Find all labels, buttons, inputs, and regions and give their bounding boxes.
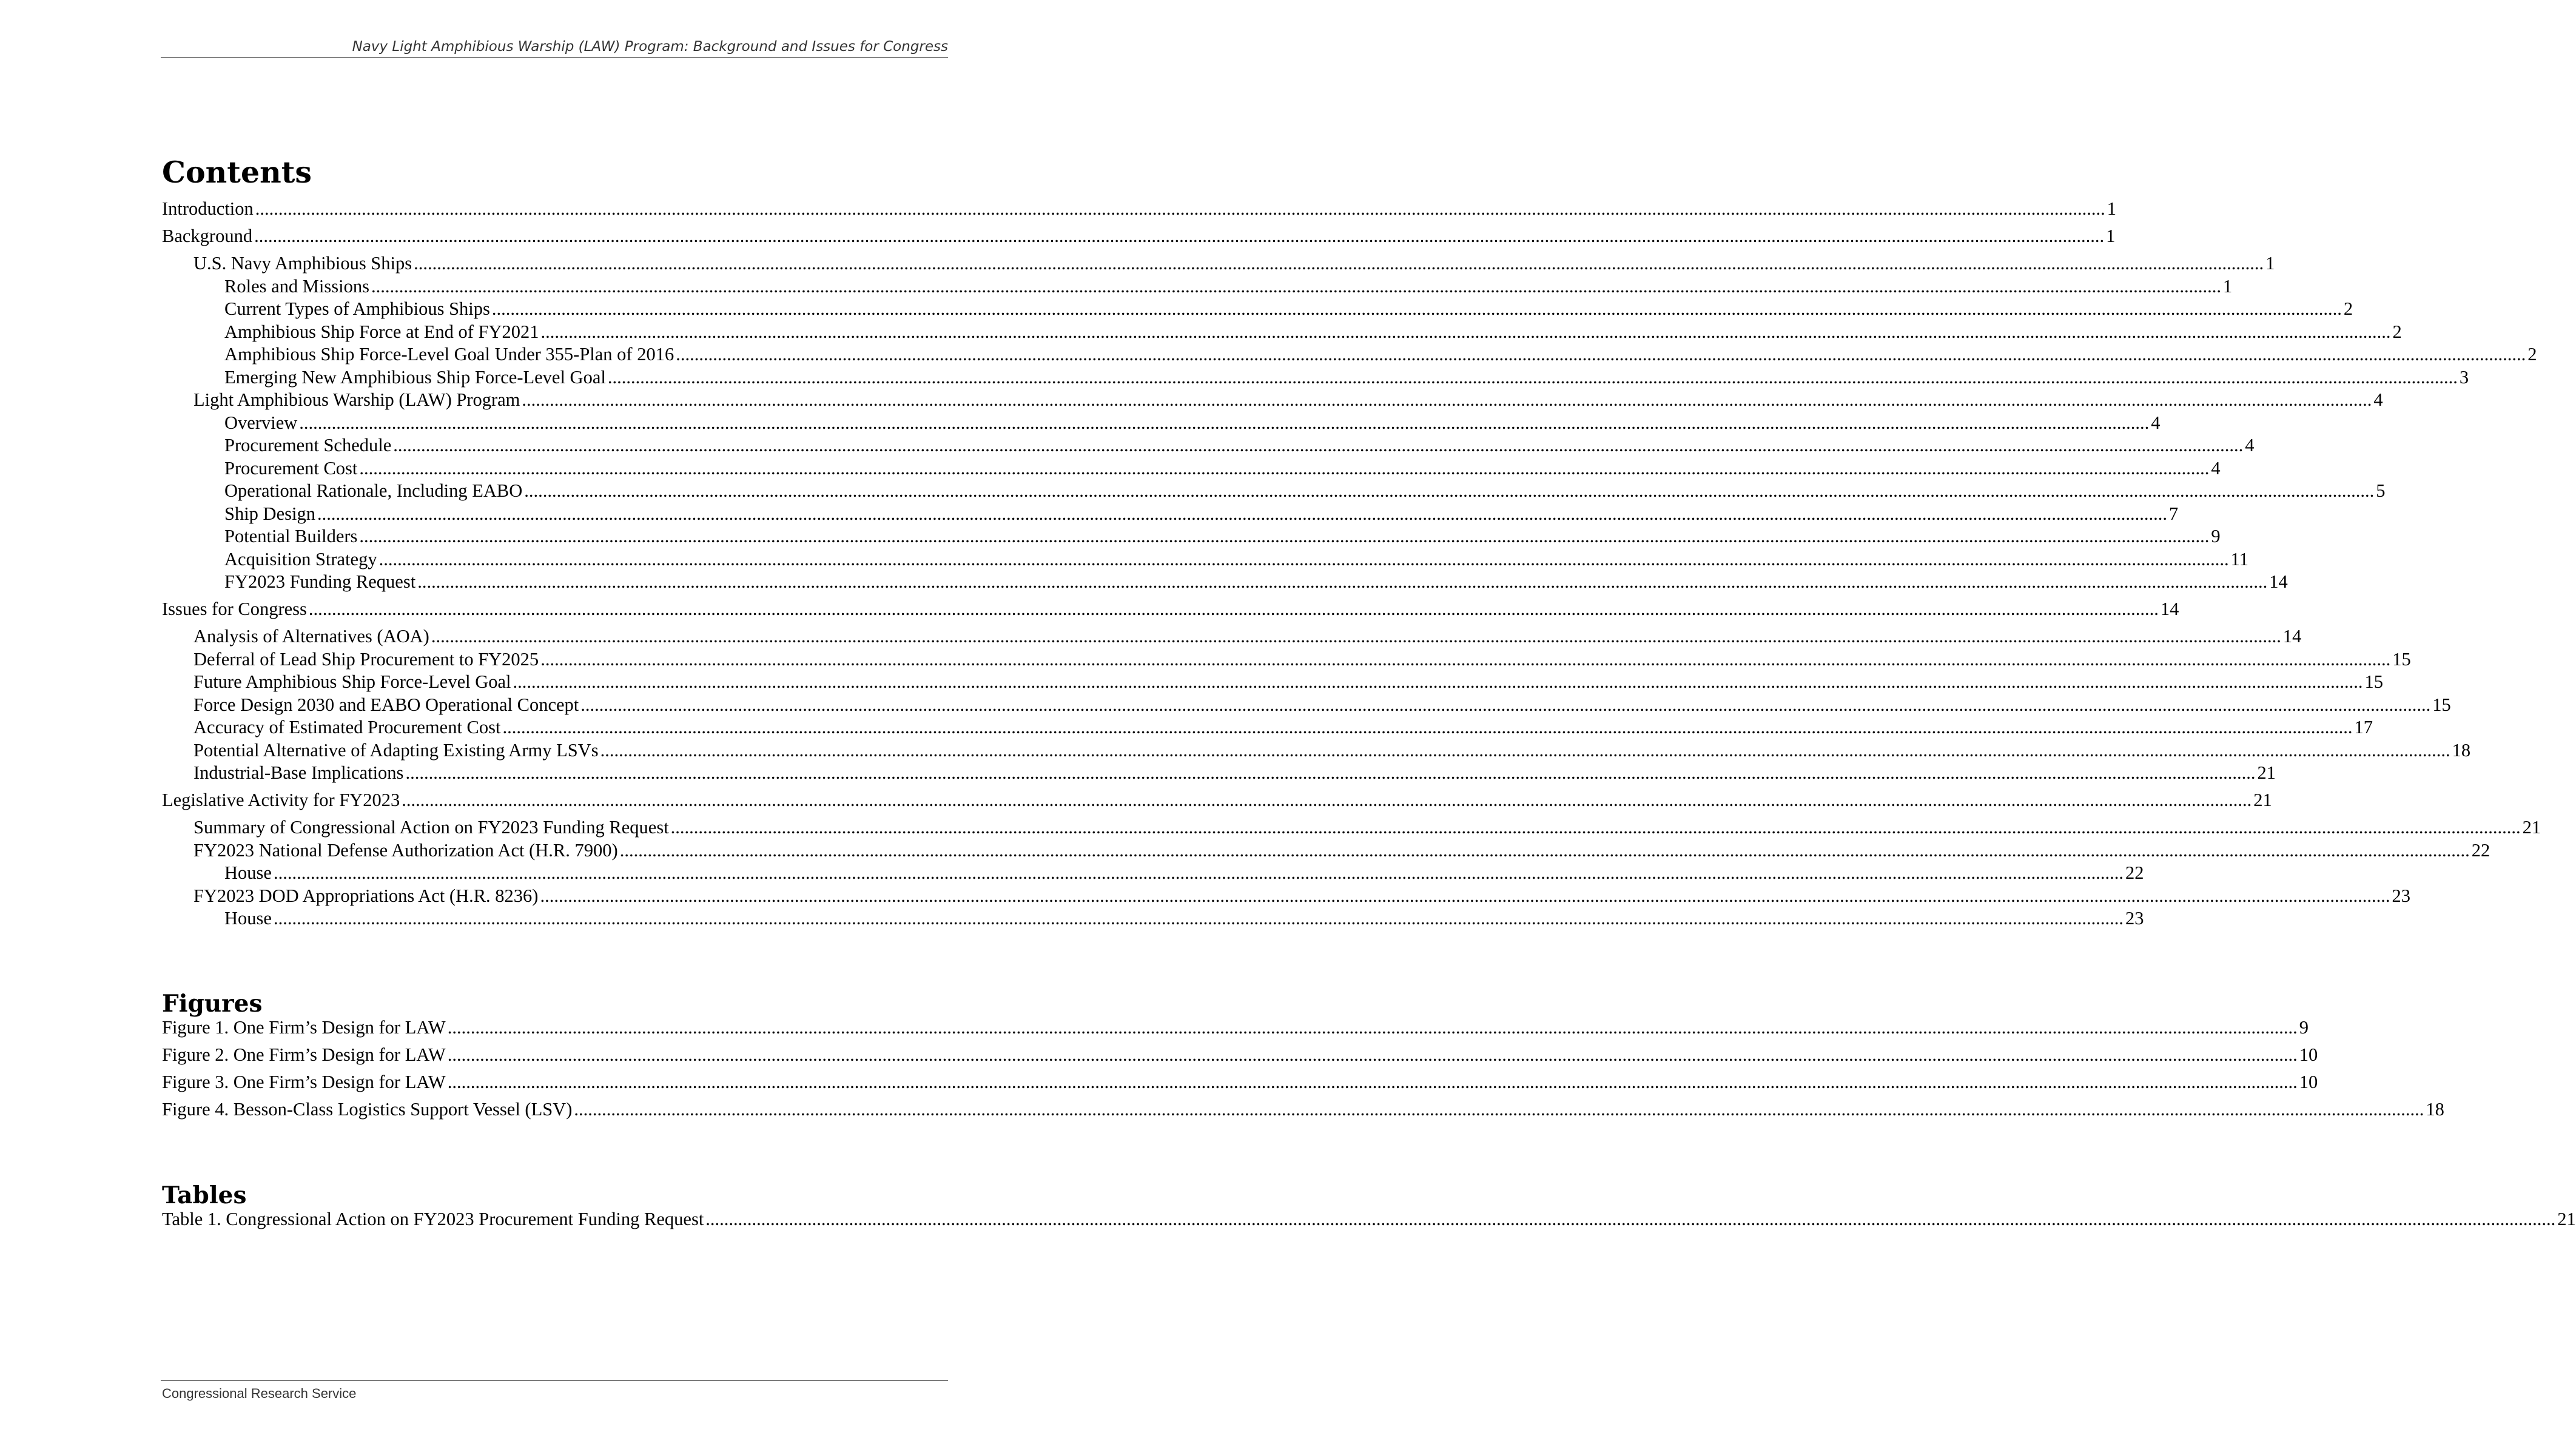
toc-dot-leader: ................................................................................................................................................................................................................................................................................................................................................................................................................ <box>317 503 2167 524</box>
toc-dot-leader: ................................................................................................................................................................................................................................................................................................................................................................................................................ <box>502 717 2353 737</box>
toc-entry[interactable] <box>193 252 2275 275</box>
running-header: Navy Light Amphibious Warship (LAW) Program: Background and Issues for Congress <box>352 39 948 55</box>
toc-dot-leader: ................................................................................................................................................................................................................................................................................................................................................................................................................ <box>522 389 2372 410</box>
toc-page-number: 7 <box>2168 503 2179 524</box>
toc-entry-title: Procurement Schedule <box>224 435 392 455</box>
toc-dot-leader: ................................................................................................................................................................................................................................................................................................................................................................................................................ <box>705 1209 2556 1229</box>
figures-heading: Figures <box>162 990 263 1018</box>
toc-entry[interactable] <box>224 570 2288 593</box>
toc-entry-title: Accuracy of Estimated Procurement Cost <box>193 717 501 737</box>
toc-entry[interactable] <box>193 670 2384 693</box>
toc-entry[interactable] <box>224 320 2402 343</box>
toc-entry[interactable] <box>193 716 2373 739</box>
toc-dot-leader: ................................................................................................................................................................................................................................................................................................................................................................................................................ <box>273 908 2124 929</box>
toc-entry[interactable] <box>193 816 2541 839</box>
toc-page-number: 1 <box>2222 276 2233 297</box>
toc-dot-leader: ................................................................................................................................................................................................................................................................................................................................................................................................................ <box>540 885 2390 906</box>
toc-page-number: 10 <box>2299 1072 2318 1092</box>
toc-page-number: 9 <box>2211 526 2221 546</box>
toc-page-number: 21 <box>2253 790 2272 810</box>
toc-entry[interactable] <box>193 693 2451 716</box>
toc-dot-leader: ................................................................................................................................................................................................................................................................................................................................................................................................................ <box>359 458 2210 479</box>
toc-entry-title: Roles and Missions <box>224 276 369 297</box>
toc-page-number: 5 <box>2376 480 2386 501</box>
toc-entry[interactable] <box>224 525 2221 548</box>
toc-entry[interactable] <box>162 788 2272 811</box>
toc-page-number: 23 <box>2125 908 2144 929</box>
toc-page-number: 14 <box>2269 571 2288 592</box>
toc-page-number: 11 <box>2230 549 2248 569</box>
toc-dot-leader: ................................................................................................................................................................................................................................................................................................................................................................................................................ <box>580 694 2431 715</box>
toc-entry-title: Potential Alternative of Adapting Existing Army LSVs <box>193 740 599 761</box>
toc-dot-leader: ................................................................................................................................................................................................................................................................................................................................................................................................................ <box>255 198 2105 219</box>
toc-entry-title: Analysis of Alternatives (AOA) <box>193 626 429 647</box>
toc-page-number: 15 <box>2432 694 2451 715</box>
toc-entry-title: Figure 4. Besson-Class Logistics Support Vessel (LSV) <box>162 1099 573 1120</box>
toc-entry-title: House <box>224 908 272 929</box>
toc-entry[interactable] <box>224 343 2537 366</box>
toc-entry[interactable] <box>193 839 2490 862</box>
toc-entry[interactable] <box>162 597 2179 620</box>
toc-entry-title: Figure 2. One Firm’s Design for LAW <box>162 1044 446 1065</box>
toc-entry-title: Issues for Congress <box>162 599 307 619</box>
toc-page-number: 14 <box>2160 599 2179 619</box>
toc-entry[interactable] <box>224 502 2179 525</box>
toc-entry-title: FY2023 Funding Request <box>224 571 416 592</box>
toc-entry-title: Current Types of Amphibious Ships <box>224 298 490 319</box>
toc-dot-leader: ................................................................................................................................................................................................................................................................................................................................................................................................................ <box>308 599 2159 619</box>
toc-page-number: 15 <box>2392 649 2411 670</box>
toc-dot-leader: ................................................................................................................................................................................................................................................................................................................................................................................................................ <box>540 321 2391 342</box>
toc-dot-leader: ................................................................................................................................................................................................................................................................................................................................................................................................................ <box>359 526 2210 546</box>
footer-rule <box>161 1380 948 1381</box>
toc-dot-leader: ................................................................................................................................................................................................................................................................................................................................................................................................................ <box>676 344 2526 364</box>
toc-dot-leader: ................................................................................................................................................................................................................................................................................................................................................................................................................ <box>371 276 2221 297</box>
toc-entry-title: Background <box>162 226 253 246</box>
toc-entry-title: Potential Builders <box>224 526 358 546</box>
toc-entry[interactable] <box>224 297 2353 320</box>
toc-dot-leader: ................................................................................................................................................................................................................................................................................................................................................................................................................ <box>607 367 2458 388</box>
toc-entry[interactable] <box>224 479 2386 502</box>
toc-entry-title: Emerging New Amphibious Ship Force-Level Goal <box>224 367 606 388</box>
toc-dot-leader: ................................................................................................................................................................................................................................................................................................................................................................................................................ <box>524 480 2375 501</box>
toc-entry[interactable] <box>224 907 2144 930</box>
toc-dot-leader: ................................................................................................................................................................................................................................................................................................................................................................................................................ <box>431 626 2281 647</box>
toc-entry[interactable] <box>162 1043 2318 1066</box>
toc-dot-leader: ................................................................................................................................................................................................................................................................................................................................................................................................................ <box>491 298 2342 319</box>
toc-dot-leader: ................................................................................................................................................................................................................................................................................................................................................................................................................ <box>619 840 2470 861</box>
toc-entry-title: FY2023 National Defense Authorization Act (H.R. 7900) <box>193 840 618 861</box>
toc-dot-leader: ................................................................................................................................................................................................................................................................................................................................................................................................................ <box>574 1099 2424 1120</box>
toc-dot-leader: ................................................................................................................................................................................................................................................................................................................................................................................................................ <box>513 671 2363 692</box>
toc-entry[interactable] <box>162 1208 2576 1231</box>
toc-entry[interactable] <box>193 884 2410 907</box>
toc-dot-leader: ................................................................................................................................................................................................................................................................................................................................................................................................................ <box>540 649 2391 670</box>
toc-entry-title: Ship Design <box>224 503 315 524</box>
header-rule <box>161 57 948 58</box>
toc-entry[interactable] <box>193 739 2471 762</box>
toc-entry[interactable] <box>224 275 2233 298</box>
toc-entry[interactable] <box>193 761 2276 784</box>
toc-page-number: 1 <box>2107 198 2117 219</box>
toc-entry-title: Legislative Activity for FY2023 <box>162 790 400 810</box>
toc-entry-title: Figure 3. One Firm’s Design for LAW <box>162 1072 446 1092</box>
toc-dot-leader: ................................................................................................................................................................................................................................................................................................................................................................................................................ <box>600 740 2450 761</box>
toc-page-number: 9 <box>2299 1017 2309 1038</box>
toc-entry[interactable] <box>162 1016 2309 1039</box>
toc-page-number: 4 <box>2151 412 2161 433</box>
toc-entry-title: Summary of Congressional Action on FY2023 Funding Request <box>193 817 669 838</box>
toc-entry-title: Introduction <box>162 198 254 219</box>
toc-dot-leader: ................................................................................................................................................................................................................................................................................................................................................................................................................ <box>299 412 2150 433</box>
toc-entry-title: Acquisition Strategy <box>224 549 377 569</box>
tables-heading: Tables <box>162 1181 247 1209</box>
toc-page-number: 3 <box>2459 367 2469 388</box>
toc-page-number: 22 <box>2471 840 2490 861</box>
toc-dot-leader: ................................................................................................................................................................................................................................................................................................................................................................................................................ <box>414 253 2264 274</box>
toc-page-number: 14 <box>2282 626 2302 647</box>
toc-entry[interactable] <box>162 1098 2444 1121</box>
toc-entry[interactable] <box>193 648 2411 671</box>
toc-entry[interactable] <box>224 411 2161 434</box>
toc-entry-title: Deferral of Lead Ship Procurement to FY2025 <box>193 649 539 670</box>
toc-dot-leader: ................................................................................................................................................................................................................................................................................................................................................................................................................ <box>447 1044 2298 1065</box>
toc-dot-leader: ................................................................................................................................................................................................................................................................................................................................................................................................................ <box>273 862 2124 883</box>
toc-entry-title: Amphibious Ship Force at End of FY2021 <box>224 321 539 342</box>
toc-dot-leader: ................................................................................................................................................................................................................................................................................................................................................................................................................ <box>254 226 2105 246</box>
toc-page-number: 18 <box>2426 1099 2444 1120</box>
toc-dot-leader: ................................................................................................................................................................................................................................................................................................................................................................................................................ <box>393 435 2244 455</box>
toc-page-number: 2 <box>2343 298 2353 319</box>
toc-entry[interactable] <box>162 197 2117 220</box>
toc-dot-leader: ................................................................................................................................................................................................................................................................................................................................................................................................................ <box>447 1072 2298 1092</box>
toc-page-number: 4 <box>2211 458 2221 479</box>
toc-page-number: 15 <box>2364 671 2384 692</box>
toc-entry-title: House <box>224 862 272 883</box>
toc-page-number: 21 <box>2257 762 2276 783</box>
toc-entry-title: Amphibious Ship Force-Level Goal Under 355-Plan of 2016 <box>224 344 674 364</box>
toc-entry-title: Light Amphibious Warship (LAW) Program <box>193 389 520 410</box>
toc-dot-leader: ................................................................................................................................................................................................................................................................................................................................................................................................................ <box>378 549 2229 569</box>
toc-entry-title: Force Design 2030 and EABO Operational Concept <box>193 694 579 715</box>
toc-entry-title: Industrial-Base Implications <box>193 762 404 783</box>
toc-entry[interactable] <box>224 548 2248 571</box>
toc-entry[interactable] <box>193 388 2383 411</box>
toc-entry-title: Operational Rationale, Including EABO <box>224 480 523 501</box>
toc-page-number: 4 <box>2245 435 2255 455</box>
toc-entry[interactable] <box>162 1070 2318 1093</box>
toc-page-number: 18 <box>2452 740 2471 761</box>
toc-entry-title: FY2023 DOD Appropriations Act (H.R. 8236) <box>193 885 539 906</box>
toc-entry-title: Figure 1. One Firm’s Design for LAW <box>162 1017 446 1038</box>
toc-entry[interactable] <box>224 434 2255 457</box>
toc-dot-leader: ................................................................................................................................................................................................................................................................................................................................................................................................................ <box>402 790 2252 810</box>
toc-dot-leader: ................................................................................................................................................................................................................................................................................................................................................................................................................ <box>417 571 2268 592</box>
toc-entry-title: U.S. Navy Amphibious Ships <box>193 253 412 274</box>
toc-dot-leader: ................................................................................................................................................................................................................................................................................................................................................................................................................ <box>405 762 2256 783</box>
toc-entry[interactable] <box>224 457 2221 480</box>
toc-page-number: 4 <box>2373 389 2383 410</box>
toc-page-number: 10 <box>2299 1044 2318 1065</box>
toc-entry-title: Procurement Cost <box>224 458 358 479</box>
toc-page-number: 23 <box>2392 885 2410 906</box>
toc-entry-title: Future Amphibious Ship Force-Level Goal <box>193 671 511 692</box>
toc-page-number: 1 <box>2265 253 2275 274</box>
toc-page-number: 17 <box>2354 717 2373 737</box>
toc-dot-leader: ................................................................................................................................................................................................................................................................................................................................................................................................................ <box>670 817 2521 838</box>
toc-entry-title: Table 1. Congressional Action on FY2023 Procurement Funding Request <box>162 1209 704 1229</box>
toc-page-number: 21 <box>2557 1209 2576 1229</box>
toc-entry[interactable] <box>162 224 2116 247</box>
toc-page-number: 21 <box>2522 817 2541 838</box>
toc-entry-title: Overview <box>224 412 298 433</box>
contents-heading: Contents <box>162 155 312 190</box>
toc-entry[interactable] <box>224 861 2144 884</box>
running-footer: Congressional Research Service <box>162 1386 357 1401</box>
toc-page-number: 1 <box>2106 226 2116 246</box>
toc-entry[interactable] <box>193 625 2302 648</box>
toc-page-number: 2 <box>2527 344 2537 364</box>
toc-page-number: 22 <box>2125 862 2144 883</box>
toc-entry[interactable] <box>224 366 2469 389</box>
toc-page-number: 2 <box>2392 321 2402 342</box>
toc-dot-leader: ................................................................................................................................................................................................................................................................................................................................................................................................................ <box>447 1017 2298 1038</box>
